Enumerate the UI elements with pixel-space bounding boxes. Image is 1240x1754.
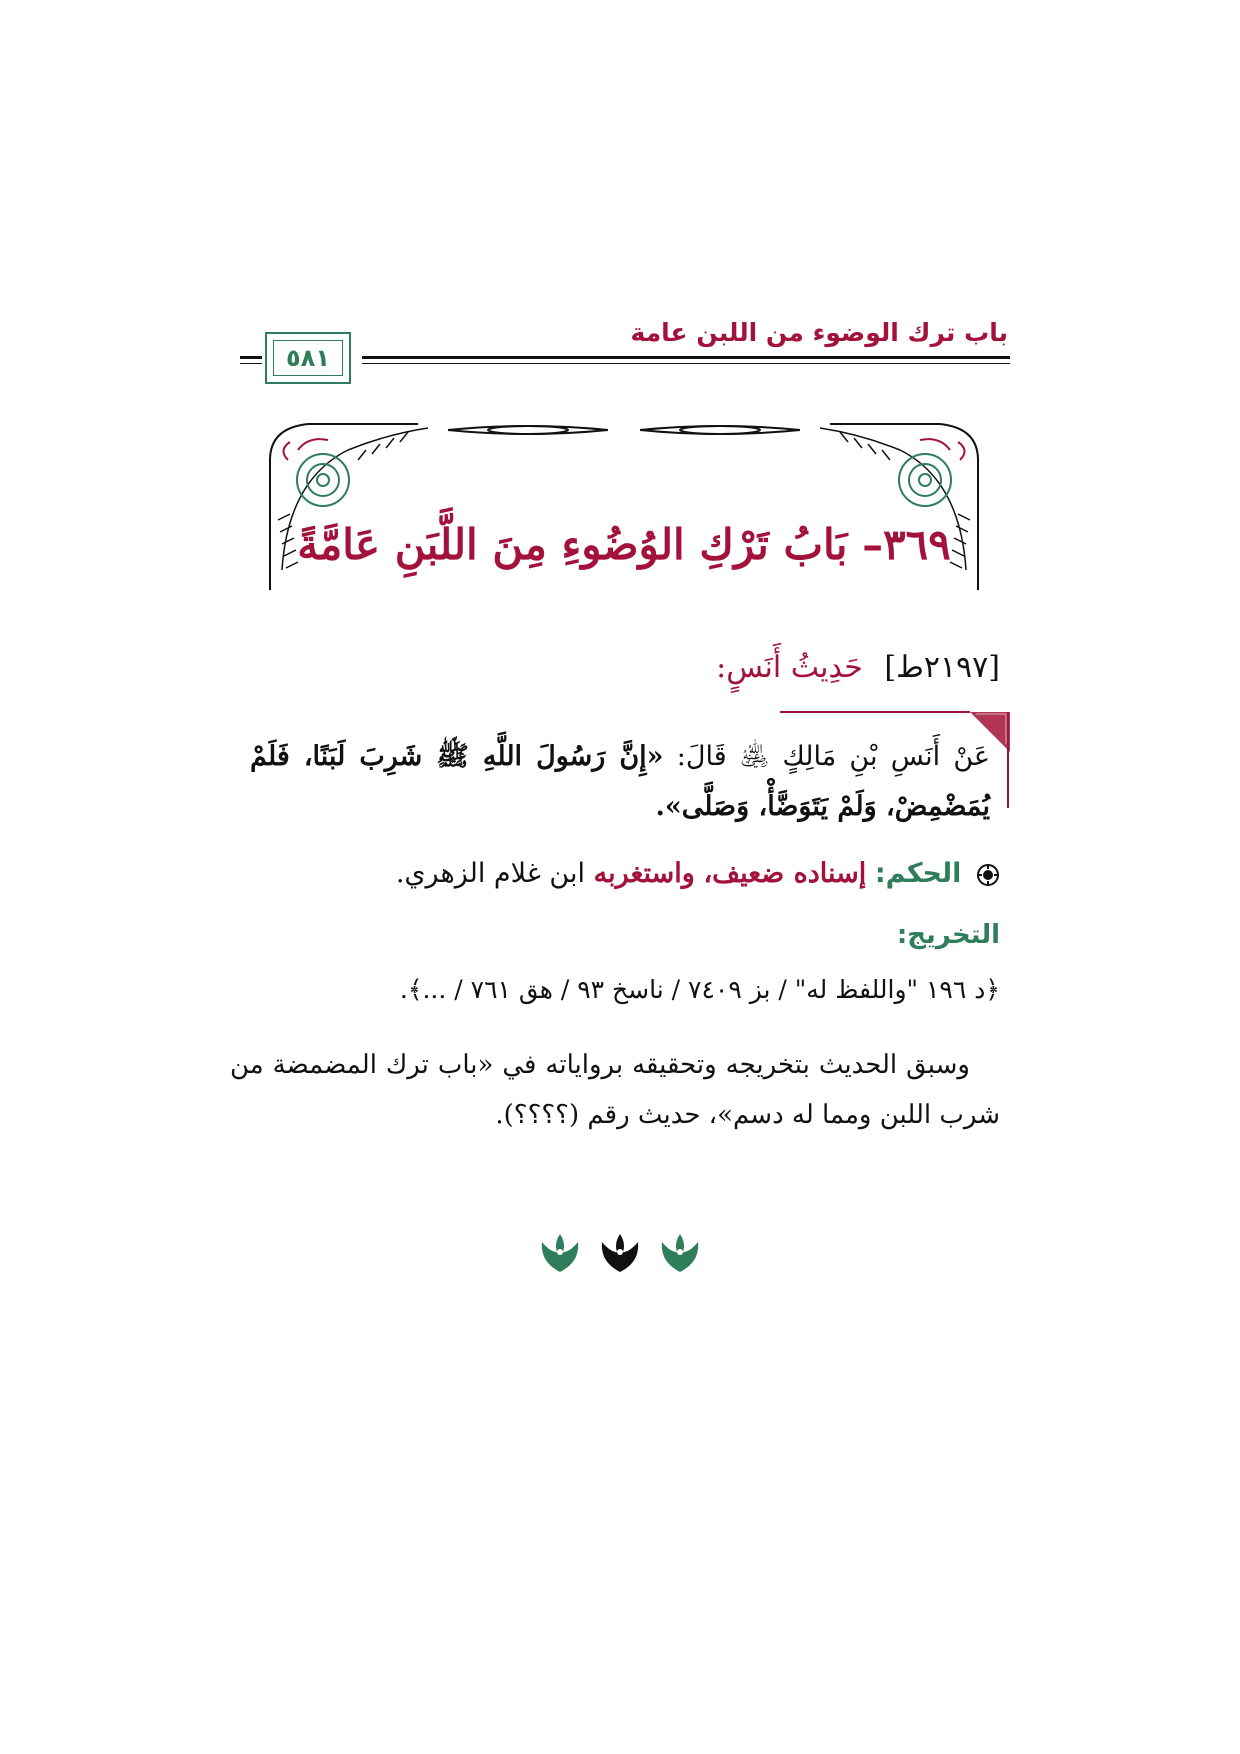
hadith-intro: عَنْ أَنَسِ بْنِ مَالِكٍ ﵁ قَالَ: <box>663 741 990 772</box>
header-rule-right-thin <box>362 363 1010 364</box>
top-bar-ornament-left <box>448 426 608 434</box>
note-paragraph: وسبق الحديث بتخريجه وتحقيقه برواياته في «باب ترك المضمضة من شرب اللبن ومما له دسم»، حديث رقم (؟؟؟؟). <box>230 1050 1000 1130</box>
page-number: ٥٨١ <box>273 340 343 376</box>
flower-icon <box>976 863 1000 887</box>
ruling-label: الحكم: <box>874 858 962 889</box>
lotus-icon-right <box>662 1234 698 1272</box>
end-ornament <box>520 1226 720 1278</box>
running-header <box>240 318 1010 354</box>
ruling <box>230 858 1000 889</box>
hadith-name: حَدِيثُ أَنَسٍ: <box>716 650 863 685</box>
lotus-icon-left <box>542 1234 578 1272</box>
hadith-text <box>250 732 990 832</box>
ruling-istighrab: واستغربه <box>593 858 695 889</box>
ruling-grade: إسناده ضعيف، <box>703 858 867 889</box>
running-title: باب ترك الوضوء من اللبن عامة <box>630 318 1008 347</box>
top-bar-ornament-right <box>640 426 800 434</box>
header-rule-left-thin <box>240 363 262 364</box>
header-rule-left <box>240 356 262 359</box>
hadith-matn: «إِنَّ رَسُولَ اللَّهِ ﷺ شَرِبَ لَبَنًا، فَلَمْ يُمَضْمِضْ، وَلَمْ يَتَوَضَّأْ، وَصَلَّى». <box>250 741 990 822</box>
hadith-number: [٢١٩٧ط] <box>884 650 1000 685</box>
header-rule-right <box>362 356 1010 359</box>
hadith-label <box>716 650 1000 685</box>
page-number-box <box>265 332 351 384</box>
takhrij-label: التخريج: <box>896 920 1000 950</box>
ruling-source: ابن غلام الزهري. <box>395 858 586 889</box>
lotus-icon-center <box>602 1234 638 1272</box>
takhrij-references: ﴿د ١٩٦ "واللفظ له" / بز ٧٤٠٩ / ناسخ ٩٣ / هق ٧٦١ / ...﴾. <box>399 975 1000 1004</box>
chapter-title: ٣٦٩– بَابُ تَرْكِ الوُضُوءِ مِنَ اللَّبَنِ عَامَّةً <box>297 520 951 569</box>
